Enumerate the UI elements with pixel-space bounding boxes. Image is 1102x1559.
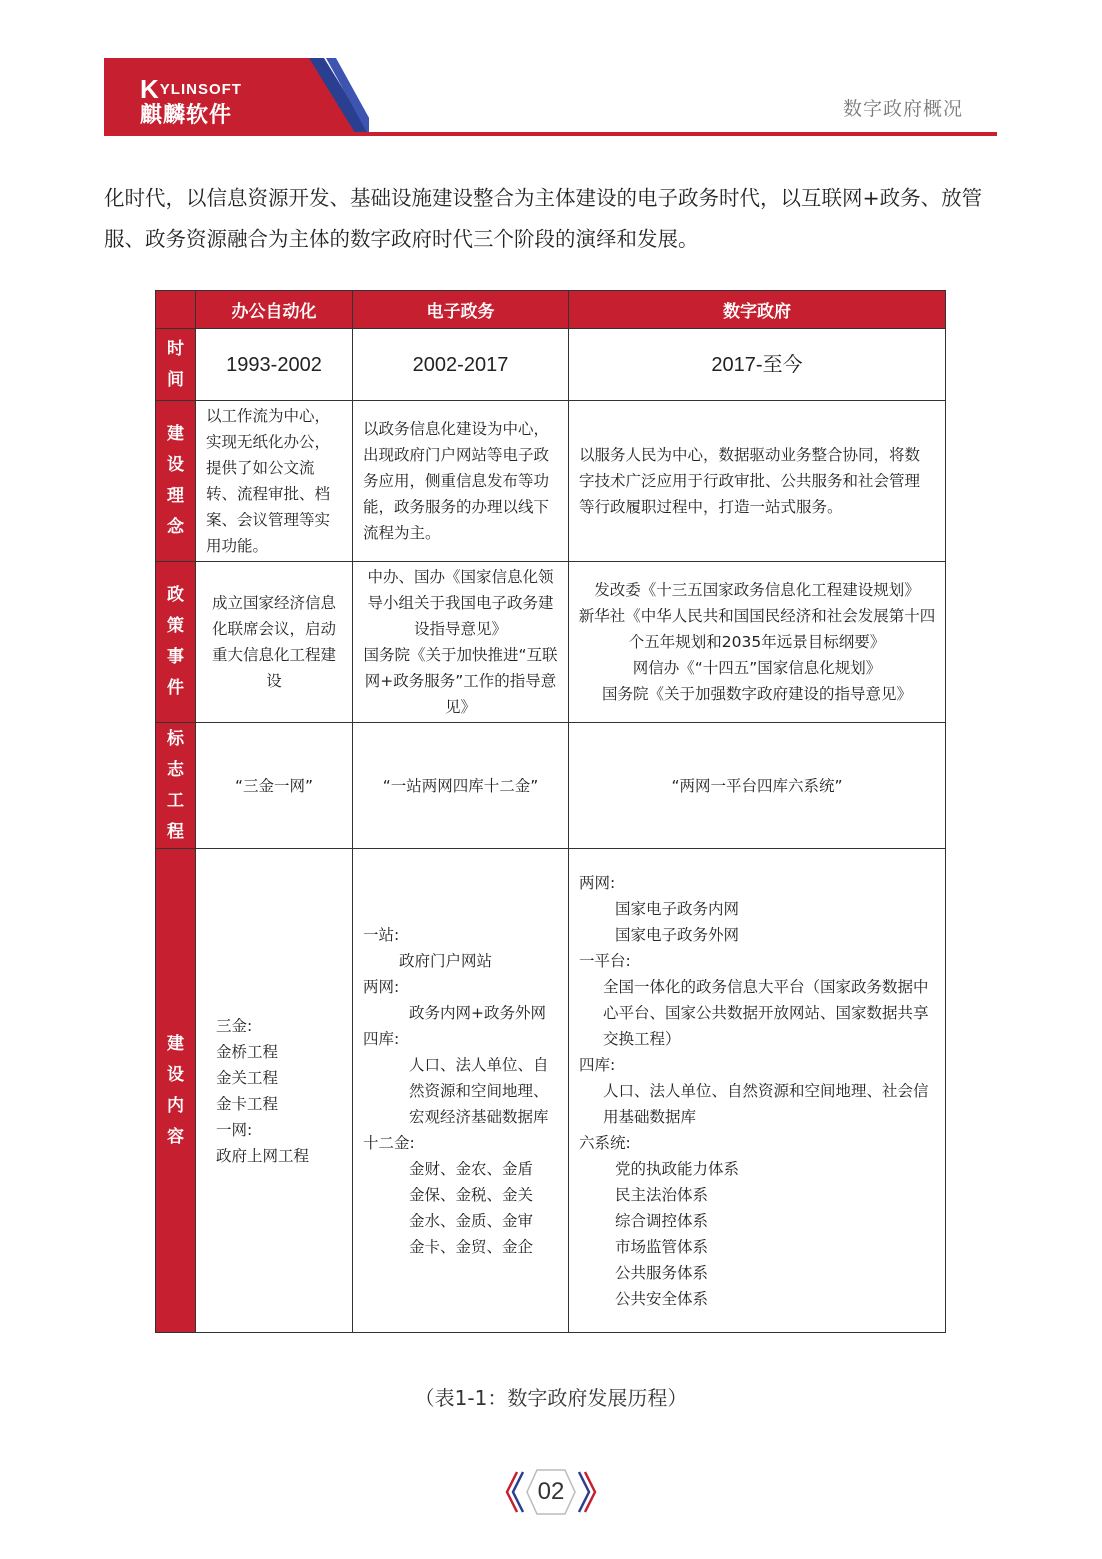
content-line: 政府门户网站: [399, 951, 493, 970]
table-row: [156, 562, 946, 723]
table-cell: 以工作流为中心，实现无纸化办公，提供了如公文流转、流程审批、档案、会议管理等实用功能。: [196, 401, 353, 562]
content-line: 金财、金农、金盾: [409, 1159, 534, 1178]
table-cell: 1993-2002: [196, 329, 353, 401]
row-header: 时 间: [156, 329, 196, 401]
content-heading: 两网:: [363, 977, 400, 996]
table-cell: 成立国家经济信息化联席会议，启动重大信息化工程建设: [196, 562, 353, 723]
content-heading: 两网:: [579, 873, 616, 892]
policy-item: 发改委《十三五国家政务信息化工程建设规划》: [594, 581, 920, 599]
table-cell: [353, 562, 569, 723]
header-rule: [104, 132, 997, 136]
content-line: 公共安全体系: [615, 1289, 709, 1308]
table-cell: 2017-至今: [569, 329, 946, 401]
col-header: 办公自动化: [196, 291, 353, 329]
content-line: 人口、法人单位、自然资源和空间地理、宏观经济基础数据库: [409, 1055, 549, 1126]
table-cell: 2002-2017: [353, 329, 569, 401]
content-line: 党的执政能力体系: [615, 1159, 740, 1178]
row-header: 建 设 内 容: [156, 849, 196, 1333]
page-number-text: 02: [537, 1478, 565, 1505]
table-row: [156, 401, 946, 562]
table-row: [156, 329, 946, 401]
content-heading: 一站:: [363, 925, 400, 944]
content-line: 全国一体化的政务信息大平台（国家政务数据中心平台、国家公共数据开放网站、国家数据共享交换工程）: [603, 977, 929, 1048]
table-corner: [156, 291, 196, 329]
policy-item: 网信办《“十四五”国家信息化规划》: [632, 659, 882, 677]
content-line: 金桥工程: [216, 1042, 279, 1061]
content-line: 国家电子政务内网: [615, 899, 740, 918]
table-cell: 以政务信息化建设为中心，出现政府门户网站等电子政务应用，侧重信息发布等功能，政务服务的办理以线下流程为主。: [353, 401, 569, 562]
page-number: [503, 1466, 599, 1518]
content-heading: 四库:: [363, 1029, 400, 1048]
table-cell: [353, 849, 569, 1333]
table-cell: “一站两网四库十二金”: [353, 723, 569, 849]
row-header: 政 策 事 件: [156, 562, 196, 723]
content-line: 政务内网+政务外网: [409, 1003, 546, 1022]
table-cell: “两网一平台四库六系统”: [569, 723, 946, 849]
history-table: [155, 290, 946, 1333]
policy-item: 中办、国办《国家信息化领导小组关于我国电子政务建设指导意见》: [367, 568, 554, 638]
table-header-row: [156, 291, 946, 329]
page-header: [104, 58, 997, 138]
policy-item: 国务院《关于加快推进“互联网+政务服务”工作的指导意见》: [363, 646, 558, 716]
policy-item: 国务院《关于加强数字政府建设的指导意见》: [601, 685, 912, 703]
content-line: 公共服务体系: [615, 1263, 709, 1282]
table-cell: “三金一网”: [196, 723, 353, 849]
table-cell: [569, 562, 946, 723]
table-cell: 以服务人民为中心，数据驱动业务整合协同，将数字技术广泛应用于行政审批、公共服务和社会管理等行政履职过程中，打造一站式服务。: [569, 401, 946, 562]
table-row: [156, 723, 946, 849]
content-line: 综合调控体系: [615, 1211, 709, 1230]
content-line: 市场监管体系: [615, 1237, 709, 1256]
col-header: 数字政府: [569, 291, 946, 329]
table-cell: [196, 849, 353, 1333]
policy-item: 新华社《中华人民共和国国民经济和社会发展第十四个五年规划和2035年远景目标纲要》: [578, 607, 936, 651]
table-row: [156, 849, 946, 1333]
table-caption: （表1-1：数字政府发展历程）: [414, 1386, 688, 1410]
table-cell: [569, 849, 946, 1333]
content-line: 三金:: [216, 1016, 253, 1035]
content-line: 金水、金质、金审: [409, 1211, 534, 1230]
logo-wordmark-en: KYLINSOFT: [140, 74, 242, 104]
content-line: 金卡工程: [216, 1094, 279, 1113]
content-line: 金保、金税、金关: [409, 1185, 534, 1204]
content-heading: 四库:: [579, 1055, 616, 1074]
content-line: 金关工程: [216, 1068, 279, 1087]
row-header: 建 设 理 念: [156, 401, 196, 562]
content-line: 国家电子政务外网: [615, 925, 740, 944]
intro-paragraph: 化时代，以信息资源开发、基础设施建设整合为主体建设的电子政务时代，以互联网+政务、放管服、政务资源融合为主体的数字政府时代三个阶段的演绎和发展。: [104, 186, 983, 251]
content-heading: 十二金:: [363, 1133, 415, 1152]
col-header: 电子政务: [353, 291, 569, 329]
content-heading: 六系统:: [579, 1133, 631, 1152]
content-line: 人口、法人单位、自然资源和空间地理、社会信用基础数据库: [603, 1081, 929, 1126]
content-line: 民主法治体系: [615, 1185, 709, 1204]
content-line: 金卡、金贸、金企: [409, 1237, 534, 1256]
logo-wordmark-cn: 麒麟软件: [140, 103, 233, 128]
content-line: 一网:: [216, 1120, 253, 1139]
content-heading: 一平台:: [579, 951, 631, 970]
header-title: 数字政府概况: [842, 98, 963, 120]
row-header: 标 志 工 程: [156, 723, 196, 849]
content-line: 政府上网工程: [216, 1146, 310, 1165]
